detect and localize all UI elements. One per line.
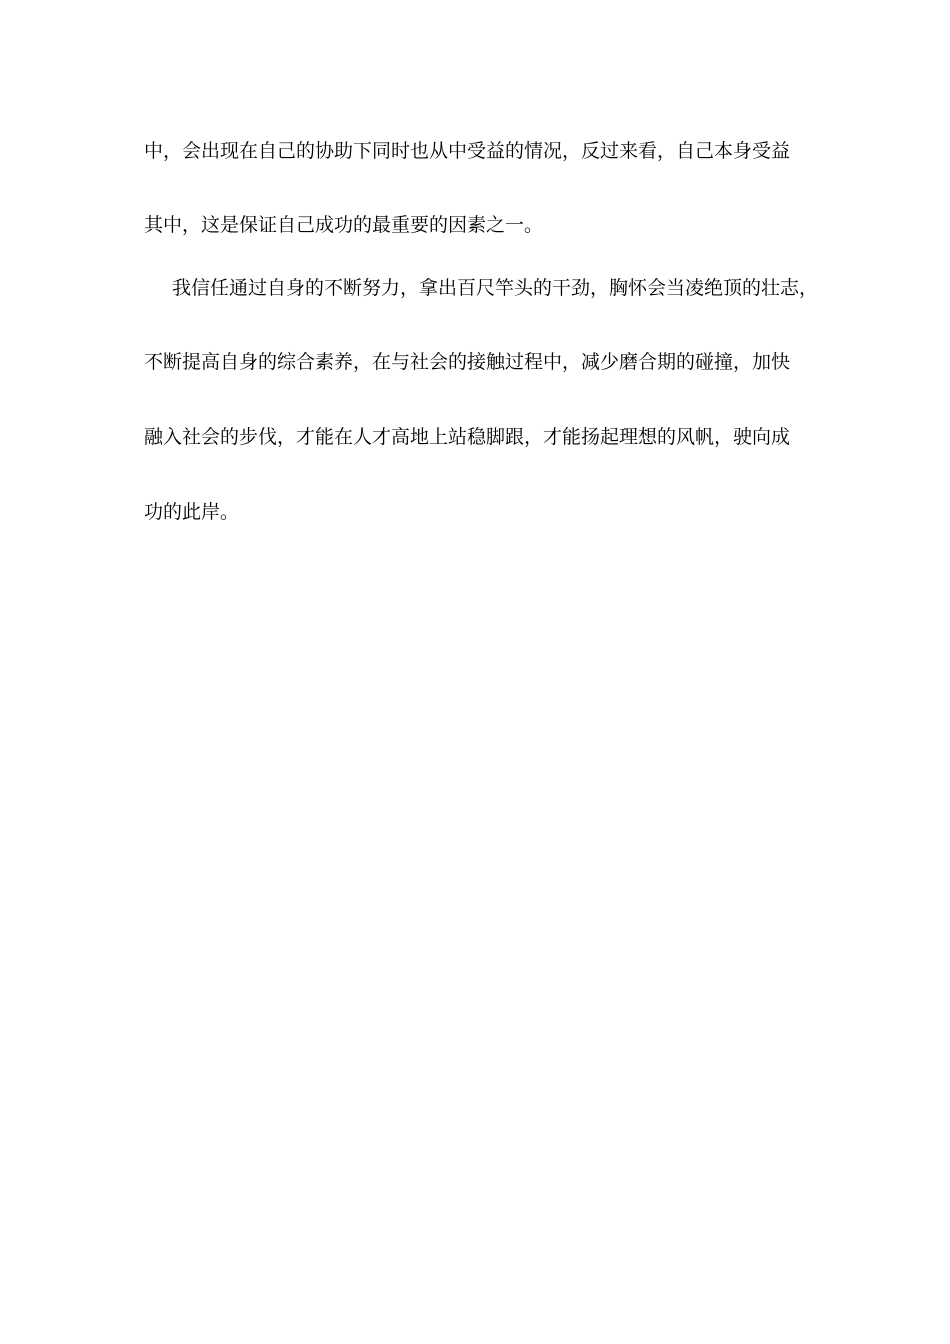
paragraph-2-line-4: 功的此岸。 — [144, 501, 240, 523]
paragraph-1-line-1: 中，会出现在自己的协助下同时也从中受益的情况，反过来看，自己本身受益 — [144, 140, 791, 162]
paragraph-2-line-3: 融入社会的步伐，才能在人才高地上站稳脚跟，才能扬起理想的风帆，驶向成 — [144, 426, 791, 448]
paragraph-1-line-2: 其中，这是保证自己成功的最重要的因素之一。 — [144, 214, 544, 236]
paragraph-2-line-2: 不断提高自身的综合素养，在与社会的接触过程中，减少磨合期的碰撞，加快 — [144, 351, 791, 373]
paragraph-2-line-1: 我信任通过自身的不断努力，拿出百尺竿头的干劲，胸怀会当凌绝顶的壮志， — [172, 277, 819, 299]
